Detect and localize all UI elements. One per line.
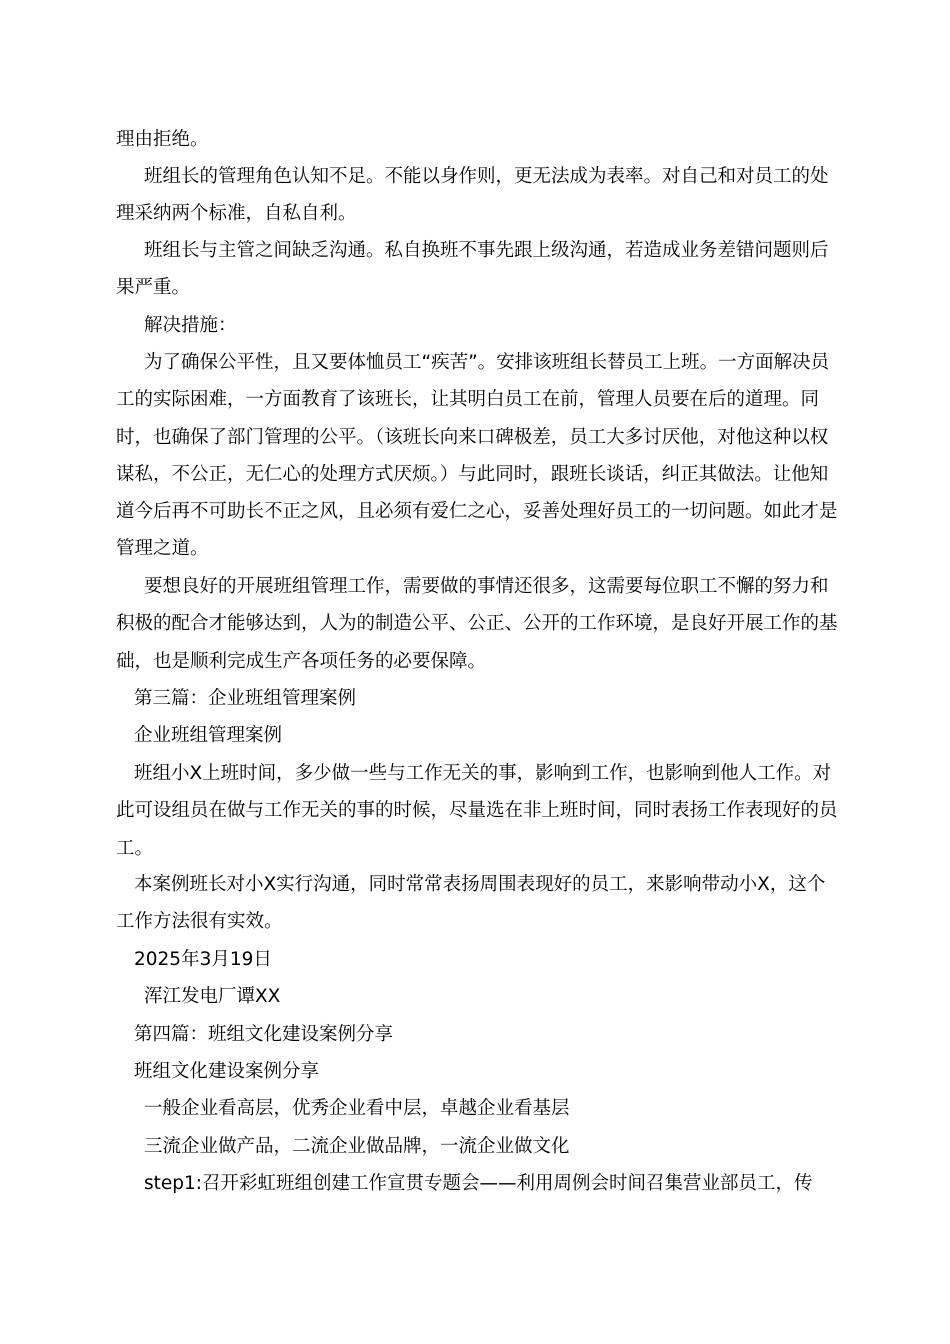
paragraph-role-awareness: 班组长的管理角色认知不足。不能以身作则，更无法成为表率。对自己和对员工的处理采纳两个标准，自私自利。	[116, 166, 829, 225]
section-title-part-three: 第三篇：企业班组管理案例	[134, 688, 357, 709]
paragraph-communication: 班组长与主管之间缺乏沟通。私自换班不事先跟上级沟通，若造成业务差错问题则后果严重。	[116, 240, 829, 299]
section-title-part-four: 第四篇：班组文化建设案例分享	[134, 1024, 394, 1045]
subtitle-part-three: 企业班组管理案例	[134, 725, 283, 746]
motto-line-two: 三流企业做产品，二流企业做品牌，一流企业做文化	[144, 1136, 570, 1157]
step-one-line: step1:召开彩虹班组创建工作宣贯专题会——利用周例会时间召集营业部员工，传	[144, 1173, 813, 1194]
paragraph-management-summary: 要想良好的开展班组管理工作，需要做的事情还很多，这需要每位职工不懈的努力和积极的配合才能够达到，人为的制造公平、公正、公开的工作环境，是良好开展工作的基础，也是顺利完成生产各项任务的必要保障。	[116, 576, 838, 672]
date-line: 2025年3月19日	[134, 949, 272, 970]
motto-line-one: 一般企业看高层，优秀企业看中层，卓越企业看基层	[144, 1098, 570, 1119]
paragraph-reason-refused: 理由拒绝。	[116, 129, 209, 150]
paragraph-case-conclusion: 本案例班长对小X实行沟通，同时常常表扬周围表现好的员工，来影响带动小X，这个工作方法很有实效。	[116, 874, 826, 933]
paragraph-solution-body: 为了确保公平性，且又要体恤员工“疾苦”。安排该班组长替员工上班。一方面解决员工的实际困难，一方面教育了该班长，让其明白员工在前，管理人员要在后的道理。同时，也确保了部门管理的公平。（该班长向来口碑极差，员工大多讨厌他，对他这种以权谋私，不公正，无仁心的处理方式厌烦。）与此同时，跟班长谈话，纠正其做法。让他知道今后再不可助长不正之风，且必须有爱仁之心，妥善处理好员工的一切问题。如此才是管理之道。	[116, 352, 838, 560]
paragraph-case-xiao-x: 班组小X上班时间，多少做一些与工作无关的事，影响到工作，也影响到他人工作。对此可设组员在做与工作无关的事的时候，尽量选在非上班时间，同时表扬工作表现好的员工。	[116, 763, 838, 859]
author-line: 浑江发电厂谭XX	[144, 986, 281, 1007]
paragraph-solution-heading: 解决措施：	[144, 315, 237, 336]
subtitle-part-four: 班组文化建设案例分享	[134, 1061, 320, 1082]
